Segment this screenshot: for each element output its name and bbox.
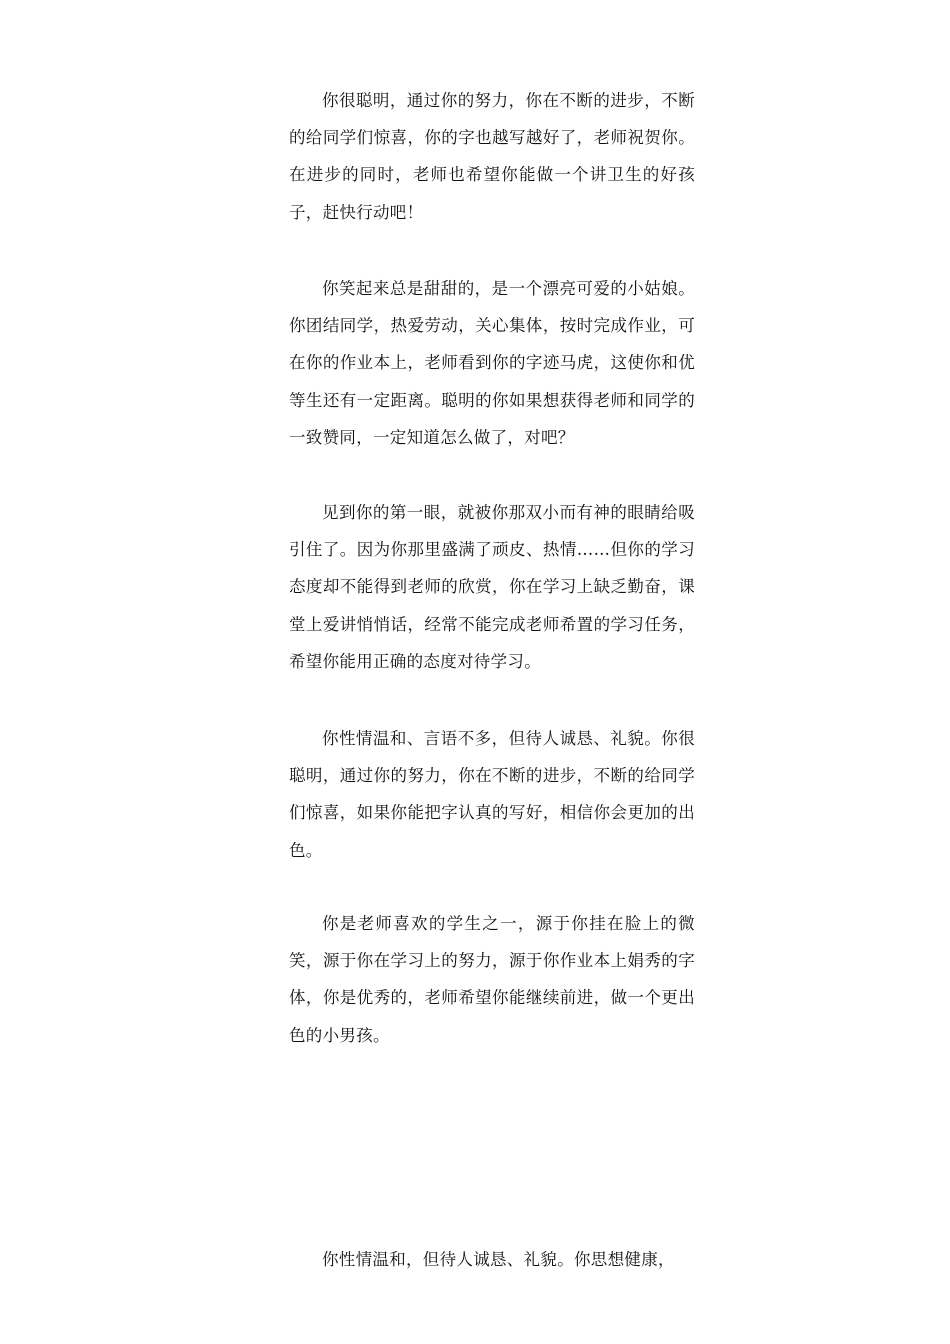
- paragraph: 你是老师喜欢的学生之一，源于你挂在脸上的微笑，源于你在学习上的努力，源于你作业本上娟秀的字体，你是优秀的，老师希望你能继续前进，做一个更出色的小男孩。: [289, 914, 695, 1045]
- paragraph: 你笑起来总是甜甜的，是一个漂亮可爱的小姑娘。你团结同学，热爱劳动，关心集体，按时完成作业，可在你的作业本上，老师看到你的字迹马虎，这使你和优等生还有一定距离。聪明的你如果想获得老师和同学的一致赞同，一定知道怎么做了，对吧？: [289, 279, 695, 447]
- paragraph: 见到你的第一眼，就被你那双小而有神的眼睛给吸引住了。因为你那里盛满了顽皮、热情……但你的学习态度却不能得到老师的欣赏，你在学习上缺乏勤奋，课堂上爱讲悄悄话，经常不能完成老师希置的学习任务，希望你能用正确的态度对待学习。: [289, 503, 695, 671]
- paragraph: 你性情温和，但待人诚恳、礼貌。你思想健康，: [322, 1250, 675, 1269]
- paragraph: 你性情温和、言语不多，但待人诚恳、礼貌。你很聪明，通过你的努力，你在不断的进步，不断的给同学们惊喜，如果你能把字认真的写好，相信你会更加的出色。: [289, 729, 695, 860]
- paragraph: 你很聪明，通过你的努力，你在不断的进步，不断的给同学们惊喜，你的字也越写越好了，老师祝贺你。在进步的同时，老师也希望你能做一个讲卫生的好孩子，赶快行动吧！: [289, 91, 695, 222]
